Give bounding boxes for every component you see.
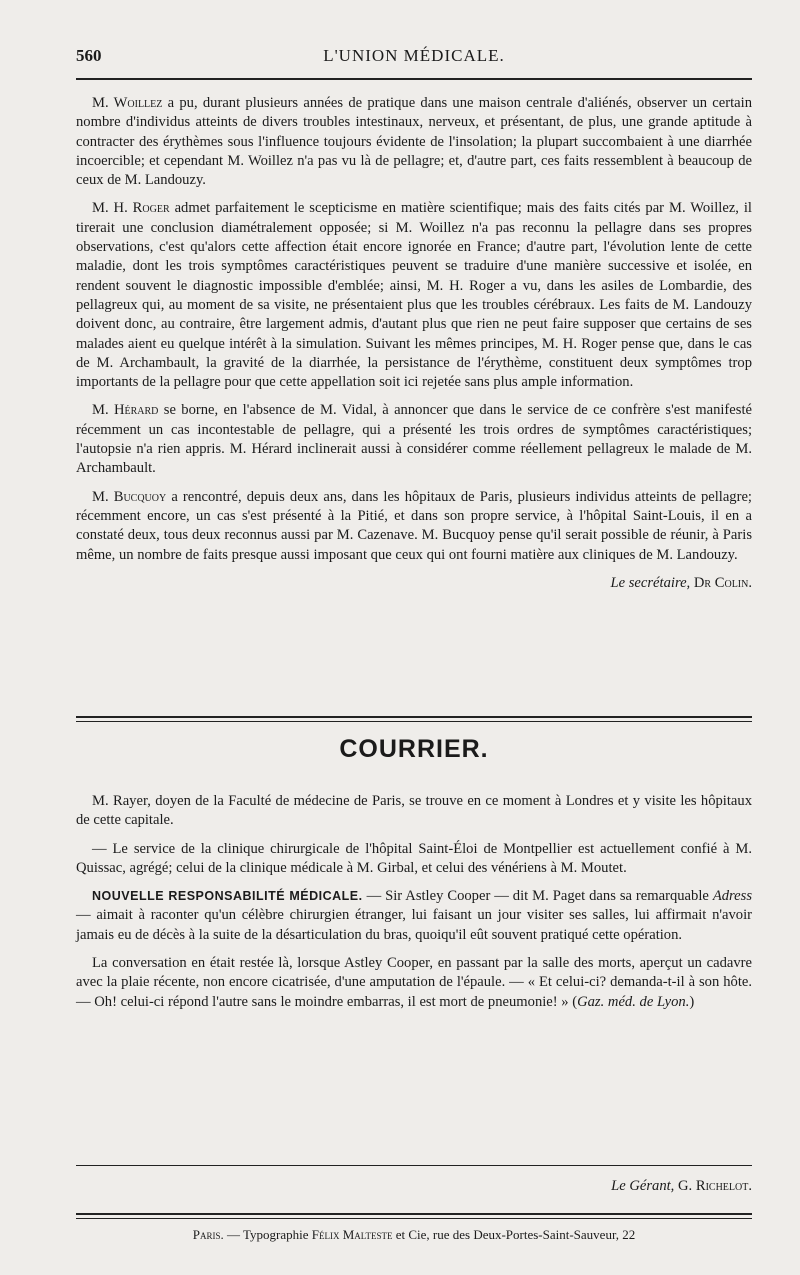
printer-imprint: Paris. — Typographie Félix Malteste et Cie, rue des Deux-Portes-Saint-Sauveur, 22 [192, 1227, 636, 1242]
paragraph-roger: M. H. Roger admet parfaitement le scepticisme en matière scientifique; mais des faits cités par M. Woillez, il tirerait une conclusion diamétralement opposée; si M. Woillez n'a pas reconnu la pellagre dans ses propres observations, c'est qu'alors cette affection était encore ignorée en France; d'autre part, l'évolution lente de cette maladie, dont les trois symptômes caractéristiques peuvent se traduire d'une manière successive et isolée, en rendent souvent le diagnostic impossible d'emblée; ainsi, M. H. Roger a vu, dans les asiles de Lombardie, des pellagreux qui, au moment de sa visite, ne présentaient plus que les troubles cérébraux. Les faits de M. Landouzy doivent donc, au contraire, être largement admis, d'autant plus que rien ne peut faire supposer que certains de ses malades aient eu quelque intérêt à la simulation. Suivant les mêmes principes, M. H. Roger pense que, dans le cas de M. Archambault, la gravité de la diarrhée, la persistance de l'érythème, constituent deux symptômes trop importants de la pellagre pour que cette appellation soit ici rejetée sans plus ample information. [76, 200, 752, 391]
page-header [76, 46, 752, 70]
gerant-rule [76, 1165, 752, 1166]
journal-title: L'UNION MÉDICALE. [323, 46, 505, 65]
minutes-section [76, 94, 752, 602]
courrier-title: COURRIER. [339, 735, 489, 763]
section-rule-bottom [76, 721, 752, 722]
footer-rule-top [76, 1213, 752, 1215]
section-rule-top [76, 716, 752, 718]
paragraph-responsabilite: NOUVELLE RESPONSABILITÉ MÉDICALE. — Sir Astley Cooper — dit M. Paget dans sa remarquable Adress — aimait à raconter qu'un célèbre chirurgien étranger, lui faisant un jour visiter ses salles, lui affirmait n'avoir jamais eu de décès à la suite de la désarticulation du bras, quoiqu'il eût souvent pratiqué cette opération. [76, 888, 752, 943]
paragraph-herard: M. Hérard se borne, en l'absence de M. Vidal, à annoncer que dans le service de ce confrère s'est manifesté récemment un cas incontestable de pellagre, qui a présenté les trois ordres de symptômes caractéristiques; l'autopsie n'a rien appris. M. Hérard inclinerait aussi à considérer comme réellement pellagreux le malade de M. Archambault. [76, 402, 752, 477]
paragraph-conversation: La conversation en était restée là, lorsque Astley Cooper, en passant par la salle des morts, aperçut un cadavre avec la plaie récente, non encore cicatrisée, d'une amputation de l'épaule. — « Et celui-ci? demanda-t-il à son hôte. — Oh! celui-ci répond l'autre sans le moindre embarras, il est mort de pneumonie! » (Gaz. méd. de Lyon.) [76, 955, 752, 1010]
paragraph-woillez: M. Woillez a pu, durant plusieurs années de pratique dans une maison centrale d'aliénés, observer un certain nombre d'individus atteints de divers troubles intestinaux, nerveux, et présentant, de plus, une grande aptitude à contracter des érythèmes sous l'influence toujours évidente de l'insolation; la plupart succombaient à une diarrhée incoercible; et cependant M. Woillez n'a pas vu là de pellagre; et, d'autre part, ces faits ressemblent à beaucoup de ceux de M. Landouzy. [76, 95, 752, 189]
paragraph-bucquoy: M. Bucquoy a rencontré, depuis deux ans, dans les hôpitaux de Paris, plusieurs individus atteints de pellagre; récemment encore, un cas s'est présenté à la Pitié, et dans son propre service, à l'hôpital Saint-Louis, il en a constaté deux, tous deux reconnus aussi par M. Cazenave. M. Bucquoy pense qu'il serait possible de réunir, à Paris même, un nombre de faits presque aussi imposant que ceux qui ont fourni matière aux cliniques de M. Landouzy. [76, 488, 752, 563]
courrier-section [76, 792, 752, 1021]
secretary-signature: Le secrétaire, Dr Colin. [610, 574, 752, 591]
paragraph-rayer: M. Rayer, doyen de la Faculté de médecine de Paris, se trouve en ce moment à Londres et y visite les hôpitaux de cette capitale. [76, 793, 752, 829]
page-number: 560 [76, 46, 102, 65]
header-rule [76, 78, 752, 80]
paragraph-montpellier: — Le service de la clinique chirurgicale de l'hôpital Saint-Éloi de Montpellier est actuellement confié à M. Quissac, agrégé; celui de la clinique médicale à M. Girbal, et celui des vénériens à M. Moutet. [76, 840, 752, 876]
gerant-signature: Le Gérant, G. Richelot. [611, 1178, 752, 1194]
footer-rule-bottom [76, 1218, 752, 1219]
